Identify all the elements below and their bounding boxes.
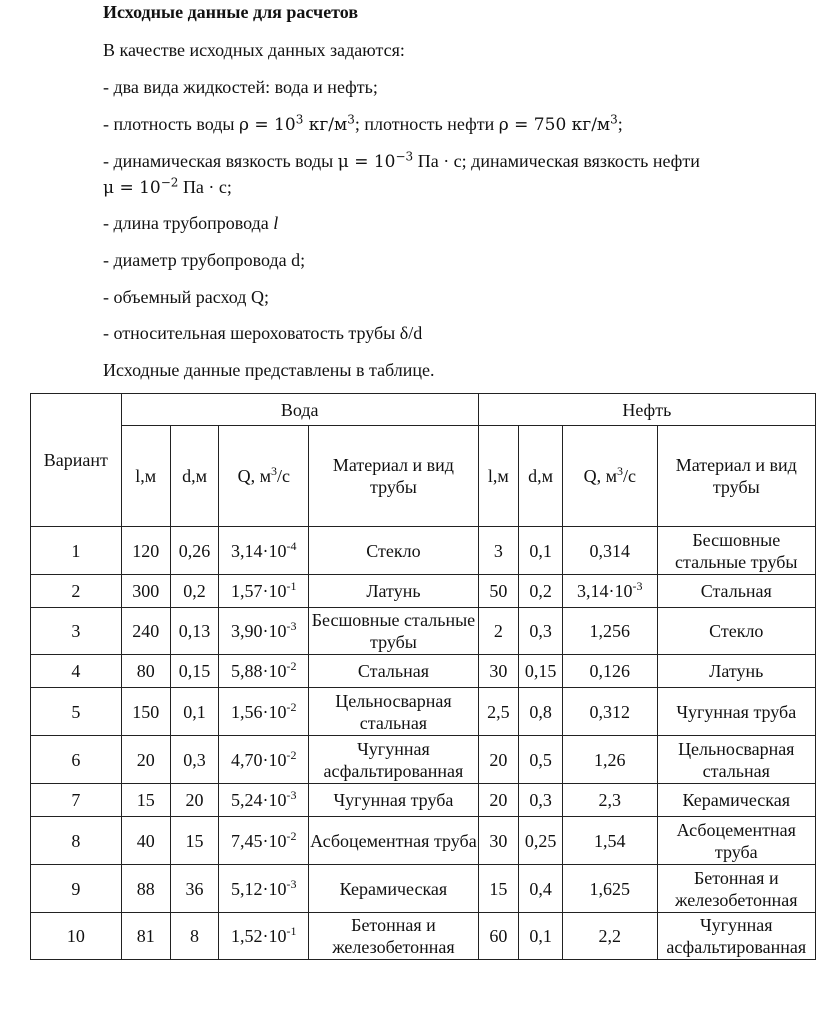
water-l-cell: 300 (121, 575, 170, 608)
water-material-header: Материал и вид трубы (309, 426, 478, 527)
data-table (30, 393, 816, 960)
oil-q-cell: 1,26 (563, 736, 657, 784)
water-d-cell: 15 (170, 817, 219, 865)
roughness-item: - относительная шероховатость трубы δ/d (103, 323, 423, 343)
water-l-cell: 240 (121, 608, 170, 655)
water-l-cell: 80 (121, 655, 170, 688)
variant-cell: 4 (31, 655, 122, 688)
oil-material-cell: Цельносварная стальная (657, 736, 815, 784)
oil-q-cell: 2,3 (563, 784, 657, 817)
water-d-cell: 8 (170, 913, 219, 960)
water-q-cell: $3,90\cdot 10^{-3}$ (219, 608, 309, 655)
oil-q-header: Q, $м^3/с$ (563, 426, 657, 527)
table-row (31, 817, 816, 865)
table-row (31, 688, 816, 736)
oil-l-cell: 60 (478, 913, 518, 960)
variant-cell: 9 (31, 865, 122, 913)
density-item: - плотность воды $\rho = 10^3$ $кг/м^3$; плотность нефти ρ = 750 $кг/м^3$; (103, 112, 623, 135)
variant-cell: 7 (31, 784, 122, 817)
water-material-cell: Бесшовные стальные трубы (309, 608, 478, 655)
variant-cell: 3 (31, 608, 122, 655)
oil-q-cell: 1,256 (563, 608, 657, 655)
oil-header: Нефть (478, 394, 815, 426)
oil-q-cell: $3,14\cdot 10^{-3}$ (563, 575, 657, 608)
water-q-cell: $1,52\cdot 10^{-1}$ (219, 913, 309, 960)
oil-q-cell: 1,54 (563, 817, 657, 865)
oil-l-cell: 15 (478, 865, 518, 913)
variant-cell: 1 (31, 527, 122, 575)
variant-cell: 8 (31, 817, 122, 865)
water-q-cell: $1,56\cdot 10^{-2}$ (219, 688, 309, 736)
water-l-header: l,м (121, 426, 170, 527)
water-l-cell: 15 (121, 784, 170, 817)
water-q-cell: $3,14\cdot 10^{-4}$ (219, 527, 309, 575)
oil-q-cell: 0,314 (563, 527, 657, 575)
water-l-cell: 150 (121, 688, 170, 736)
table-row (31, 865, 816, 913)
variant-cell: 10 (31, 913, 122, 960)
oil-material-cell: Стекло (657, 608, 815, 655)
oil-q-cell: 1,625 (563, 865, 657, 913)
water-material-cell: Бетонная и железобетонная (309, 913, 478, 960)
flow-item: - объемный расход Q; (103, 287, 269, 307)
water-q-header: Q, $м^3/с$ (219, 426, 309, 527)
water-d-cell: 0,3 (170, 736, 219, 784)
water-l-cell: 88 (121, 865, 170, 913)
table-row (31, 913, 816, 960)
water-q-cell: $5,12\cdot 10^{-3}$ (219, 865, 309, 913)
viscosity-item: - динамическая вязкость воды $\mu = 10^{-3}$ Па · с; динамическая вязкость нефти (103, 149, 700, 172)
table-intro: Исходные данные представлены в таблице. (103, 360, 435, 380)
oil-d-cell: 0,15 (519, 655, 563, 688)
water-d-cell: 0,1 (170, 688, 219, 736)
water-material-cell: Асбоцементная труба (309, 817, 478, 865)
water-material-cell: Цельносварная стальная (309, 688, 478, 736)
oil-d-cell: 0,3 (519, 784, 563, 817)
intro-text: В качестве исходных данных задаются: (103, 40, 405, 60)
fluids-item: - два вида жидкостей: вода и нефть; (103, 77, 378, 97)
oil-material-header: Материал и вид трубы (657, 426, 815, 527)
oil-l-cell: 30 (478, 655, 518, 688)
oil-l-cell: 20 (478, 784, 518, 817)
variant-cell: 6 (31, 736, 122, 784)
water-q-cell: $5,24\cdot 10^{-3}$ (219, 784, 309, 817)
oil-material-cell: Чугунная асфальтированная (657, 913, 815, 960)
oil-l-cell: 2,5 (478, 688, 518, 736)
water-d-cell: 0,15 (170, 655, 219, 688)
water-material-cell: Стекло (309, 527, 478, 575)
water-d-cell: 20 (170, 784, 219, 817)
oil-l-cell: 50 (478, 575, 518, 608)
oil-d-cell: 0,4 (519, 865, 563, 913)
page-heading: Исходные данные для расчетов (103, 2, 359, 22)
table-row (31, 575, 816, 608)
water-header: Вода (121, 394, 478, 426)
oil-d-cell: 0,2 (519, 575, 563, 608)
water-q-cell: $1,57\cdot 10^{-1}$ (219, 575, 309, 608)
oil-d-cell: 0,3 (519, 608, 563, 655)
water-q-cell: $4,70\cdot 10^{-2}$ (219, 736, 309, 784)
water-l-cell: 20 (121, 736, 170, 784)
oil-q-cell: 0,312 (563, 688, 657, 736)
table-row (31, 736, 816, 784)
oil-l-cell: 2 (478, 608, 518, 655)
water-d-header: d,м (170, 426, 219, 527)
water-material-cell: Стальная (309, 655, 478, 688)
diameter-item: - диаметр трубопровода d; (103, 250, 306, 270)
water-material-cell: Латунь (309, 575, 478, 608)
oil-d-cell: 0,5 (519, 736, 563, 784)
oil-material-cell: Бесшовные стальные трубы (657, 527, 815, 575)
water-q-cell: $7,45\cdot 10^{-2}$ (219, 817, 309, 865)
water-material-cell: Керамическая (309, 865, 478, 913)
oil-material-cell: Бетонная и железобетонная (657, 865, 815, 913)
variant-cell: 5 (31, 688, 122, 736)
oil-d-cell: 0,1 (519, 527, 563, 575)
oil-material-cell: Стальная (657, 575, 815, 608)
water-material-cell: Чугунная труба (309, 784, 478, 817)
oil-material-cell: Керамическая (657, 784, 815, 817)
water-l-cell: 120 (121, 527, 170, 575)
oil-d-cell: 0,1 (519, 913, 563, 960)
oil-l-cell: 20 (478, 736, 518, 784)
table-row (31, 784, 816, 817)
water-d-cell: 0,2 (170, 575, 219, 608)
oil-material-cell: Латунь (657, 655, 815, 688)
variant-header: Вариант (31, 394, 122, 527)
oil-l-cell: 3 (478, 527, 518, 575)
water-l-cell: 81 (121, 913, 170, 960)
oil-d-cell: 0,25 (519, 817, 563, 865)
water-material-cell: Чугунная асфальтированная (309, 736, 478, 784)
length-item: - длина трубопровода l (103, 213, 279, 233)
water-d-cell: 0,13 (170, 608, 219, 655)
oil-material-cell: Чугунная труба (657, 688, 815, 736)
water-l-cell: 40 (121, 817, 170, 865)
oil-material-cell: Асбоцементная труба (657, 817, 815, 865)
oil-d-header: d,м (519, 426, 563, 527)
oil-q-cell: 0,126 (563, 655, 657, 688)
water-q-cell: $5,88\cdot 10^{-2}$ (219, 655, 309, 688)
table-row (31, 608, 816, 655)
oil-q-cell: 2,2 (563, 913, 657, 960)
oil-l-header: l,м (478, 426, 518, 527)
table-row (31, 655, 816, 688)
table-row (31, 527, 816, 575)
variant-cell: 2 (31, 575, 122, 608)
oil-d-cell: 0,8 (519, 688, 563, 736)
water-d-cell: 0,26 (170, 527, 219, 575)
oil-l-cell: 30 (478, 817, 518, 865)
viscosity-item-cont: $\mu = 10^{-2}$ Па · с; (103, 175, 232, 198)
water-d-cell: 36 (170, 865, 219, 913)
